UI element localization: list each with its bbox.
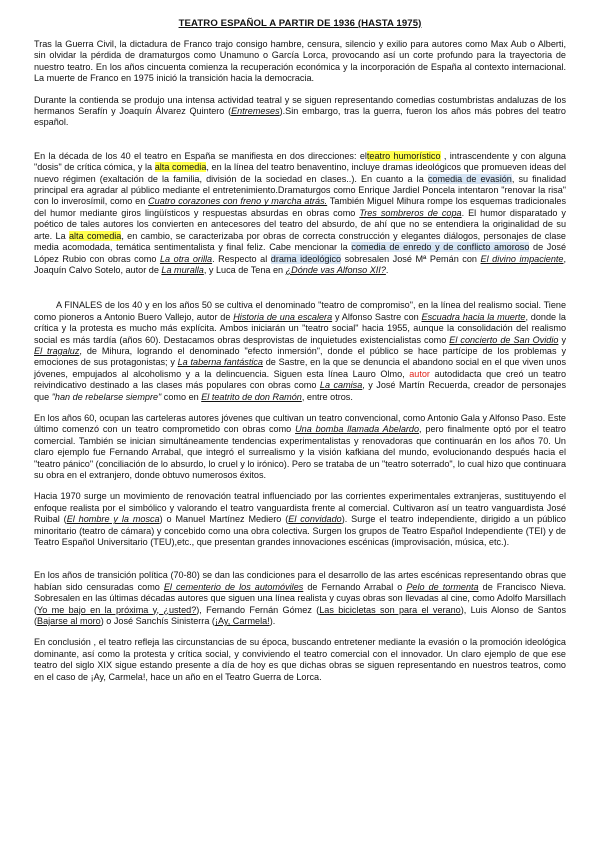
work-title-ay-carmela: ¡Ay, Carmela! bbox=[214, 616, 270, 627]
work-title-donde-vas-alfonso: ¿Dónde vas Alfonso XII? bbox=[285, 264, 386, 275]
work-title-convidado: El convidado bbox=[288, 514, 342, 525]
work-title-tres-sombreros: Tres sombreros de copa bbox=[359, 207, 462, 218]
work-title-tragaluz: El tragaluz bbox=[34, 345, 80, 356]
red-word-autor: autor bbox=[409, 368, 430, 379]
text-run: y Alfonso Sastre con bbox=[332, 311, 422, 322]
paragraph-finales-40 bbox=[34, 300, 566, 403]
paragraph-conclusion bbox=[34, 637, 566, 683]
text-run: ).Sin embargo, tras la guerra, fueron los años más pobres del teatro español. bbox=[34, 106, 566, 128]
text-run: ). bbox=[269, 616, 276, 627]
highlight-comedia-enredo: comedia de enredo y de conflicto amoroso bbox=[351, 242, 530, 253]
text-run: de Francisco Nieva. Sobresalen en las últimas décadas autores que siguen una línea realista y cuyas obras son llevadas al cine, como Adolfo Marsillach ( bbox=[34, 581, 566, 615]
text-run: , intrascendente y con alguna "dosis" de crítica cómica, y la bbox=[34, 150, 566, 173]
work-title-teatrito-don-ramon: El teatrito de don Ramón bbox=[201, 391, 302, 402]
work-title-escuadra: Escuadra hacia la muerte bbox=[421, 311, 526, 322]
text-run: . El humor disparatado y poético de tales autores los convierten en antecesores del teatro del absurdo, de ahí que no se entendiera la originalidad de su arte. La bbox=[34, 207, 566, 241]
conclusion-text: En conclusión , el teatro refleja las circunstancias de su época, buscando entretener mediante la evasión o la promoción ideológica dominante, así como la protesta y crítica social, y conviviendo el teatro comercial con el innovador. Un claro ejemplo de que ese teatro del siglo XIX sigue estando presente a día de hoy es que dichas obras se siguen representando en nuestros teatros, como en el caso de ¡Ay, Carmela!, hace un año en el Teatro Guerra de Lorca. bbox=[34, 637, 566, 682]
work-title-yo-me-bajo: Yo me bajo en la próxima y, ¿usted? bbox=[37, 604, 197, 615]
text-run: , en la línea del teatro benaventino, incluye dramas ideológicos que promueven ideas del nuevo régimen (exaltación de la familia, división de la sociedad en clases..). En cuanto a la bbox=[34, 162, 566, 184]
work-title-bicicletas: Las bicicletas son para el verano bbox=[319, 604, 461, 615]
text-run: autodidacta que creó un teatro reivindicativo destinado a las clases más populares con obras como bbox=[34, 368, 566, 391]
document-title: TEATRO ESPAÑOL A PARTIR DE 1936 (HASTA 1975) bbox=[178, 18, 422, 29]
text-run: Hacia 1970 surge un movimiento de renovación teatral influenciado por las corrientes experimentales extranjeras, sustituyendo el enfoque realista por el simbólico y valorando el teatro vanguardista frente al comercial. Cultivaron así un teatro vanguardista José Ruibal ( bbox=[34, 491, 566, 525]
quote-rebelarse: "han de rebelarse siempre" bbox=[51, 391, 162, 402]
text-run: . Respecto al bbox=[212, 253, 271, 264]
text-run: . bbox=[385, 264, 389, 275]
work-title-la-camisa: La camisa bbox=[319, 380, 363, 391]
text-run: de Fernando Arrabal o bbox=[303, 581, 407, 592]
text-run: sobresalen José Mª Pemán con bbox=[341, 253, 481, 264]
text-run: , y José Martín Recuerda, creador de personajes que bbox=[34, 380, 566, 402]
text-run: como en bbox=[161, 391, 202, 402]
highlight-comedia-evasion: comedia de evasión bbox=[427, 173, 512, 184]
text-run: A FINALES de los 40 y en los años 50 se cultiva el denominado "teatro de compromiso", en la línea del realismo social. Tiene como pioneros a Antonio Buero Vallejo, autor de bbox=[34, 300, 566, 322]
work-title-taberna-fantastica: La taberna fantástica bbox=[177, 357, 263, 368]
work-title-pelo-tormenta: Pelo de tormenta bbox=[406, 581, 479, 592]
highlight-teatro-humoristico: teatro humorístico bbox=[366, 150, 441, 161]
text-run: , Joaquín Calvo Sotelo, autor de bbox=[34, 253, 566, 275]
paragraph-40s bbox=[34, 151, 566, 276]
work-title-bomba-abelardo: Una bomba llamada Abelardo bbox=[295, 424, 420, 435]
work-title-cementerio-automoviles: El cementerio de los automóviles bbox=[163, 581, 304, 592]
text-run: , entre otros. bbox=[301, 391, 353, 402]
intro-text: Tras la Guerra Civil, la dictadura de Franco trajo consigo hambre, censura, silencio y exilio para autores como Max Aub o Alberti, sin olvidar la pérdida de dramaturgos como Unamuno o García Lorca, provocando así un corte profundo para la trayectoria de nuestro teatro. En los años cincuenta comienza la recuperación económica y la incorporación de España al contexto internacional. La muerte de Franco en 1975 inició la transición hacia la democracia. bbox=[34, 39, 566, 84]
text-run: , y Luca de Tena en bbox=[203, 264, 286, 275]
text-run: , su finalidad principal era agradar al público mediante el entretenimiento.Dramaturgos como Enrique Jardiel Poncela intentaron "renovar la risa" con lo inverosímil, como en bbox=[34, 173, 567, 207]
text-run: ) o José Sanchís Sinisterra ( bbox=[100, 616, 215, 627]
paragraph-intro bbox=[34, 39, 566, 85]
work-title-concierto-san-ovidio: El concierto de San Ovidio bbox=[449, 334, 559, 345]
text-run: En los años 60, ocupan las carteleras autores jóvenes que cultivan un teatro convencional, como Antonio Gala y Alfonso Paso. Este último comenzó con un teatro comprometido con obras como bbox=[34, 412, 566, 435]
work-title-historia-escalera: Historia de una escalera bbox=[233, 311, 333, 322]
work-title-la-muralla: La muralla bbox=[161, 264, 204, 275]
work-title-hombre-mosca: El hombre y la mosca bbox=[66, 514, 160, 525]
text-run: Durante la contienda se produjo una intensa actividad teatral y se siguen representando comedias costumbristas andaluzas de los hermanos Serafín y Joaquín Álvarez Quintero ( bbox=[34, 94, 566, 117]
text-run: y bbox=[558, 334, 566, 345]
text-run: , pero finalmente optó por el teatro comercial. También se inician simultáneamente tendencias experimentalistas y renovadoras que continuarán en los años 70. Un claro ejemplo fue Fernando Arrabal, que integró el surrealismo y la visión kafkiana del mundo, evolucionando después hacia el "teatro pánico" (conciliación de lo absurdo, lo cruel y lo irónico). Pero se trataba de un "teatro soterrado", lo cual hizo que continuara su obra en el extranjero, donde obtuvo numerosos éxitos. bbox=[34, 424, 566, 480]
paragraph-60s bbox=[34, 413, 566, 481]
highlight-alta-comedia: alta comedia bbox=[154, 162, 207, 173]
text-run: , donde la crítica y la protesta es mucho más explícita. Ambos iniciarán un "teatro social" hacia 1955, aunque la consolidación del realismo social es más tardía (años 60). Destacamos obras desprovistas de inquietudes existencialistas como bbox=[34, 311, 566, 345]
text-run: En los años de transición política (70-80) se dan las condiciones para el desarrollo de las artes escénicas representando obras que habían sido censuradas como bbox=[34, 570, 566, 592]
work-title-cuatro-corazones: Cuatro corazones con freno y marcha atrás. bbox=[148, 196, 328, 207]
work-title-bajarse-moro: Bajarse al moro bbox=[37, 616, 101, 627]
text-run: , en cambio, se caracterizaba por obras de correcta construcción y elegantes diálogos, personajes de clase media acomodada, temática sentimentalista y final feliz. Cabe mencionar la bbox=[34, 230, 566, 253]
highlight-drama-ideologico: drama ideológico bbox=[270, 253, 342, 264]
work-title-entremeses: Entremeses bbox=[231, 106, 280, 117]
text-run: de José López Rubio con obras como bbox=[34, 242, 566, 264]
paragraph-1970 bbox=[34, 491, 566, 548]
text-run: ). Surge el teatro independiente, dirigido a un público minoritario (teatro de cámara) y concebido como una obra colectiva. Surgen los grupos de Teatro Español Independiente (TEI) y de Teatro Español Universitario (TEU),etc., que presentan grandes innovaciones escénicas (improvisación, música, etc.). bbox=[34, 514, 566, 548]
text-run: ), Fernando Fernán Gómez ( bbox=[196, 604, 320, 615]
text-run: También Miguel Mihura rompe los esquemas tradicionales del humor mediante giros lingüísticos y respuestas absurdas en obras como bbox=[34, 196, 566, 218]
text-run: En la década de los 40 el teatro en España se manifiesta en dos direcciones: el bbox=[34, 150, 367, 161]
text-run: , de Mihura, logrando el denominado "efecto inmersión", donde el público se hace partícipe de los problemas y emociones de sus protagonistas; y bbox=[34, 345, 567, 368]
work-title-la-otra-orilla: La otra orilla bbox=[159, 253, 213, 264]
paragraph-civil-war bbox=[34, 95, 566, 129]
work-title-divino-impaciente: El divino impaciente bbox=[480, 253, 564, 264]
text-run: de Sastre, en la que se denuncia el abandono social en el que viven unos jóvenes, empujados al alcoholismo y a la delincuencia. Siguen esta línea Lauro Olmo, bbox=[34, 357, 567, 379]
text-run: ) o Manuel Martínez Mediero ( bbox=[159, 514, 289, 525]
highlight-alta-comedia-2: alta comedia bbox=[68, 230, 122, 241]
paragraph-transicion bbox=[34, 570, 566, 627]
text-run: ), Luis Alonso de Santos ( bbox=[34, 604, 566, 627]
